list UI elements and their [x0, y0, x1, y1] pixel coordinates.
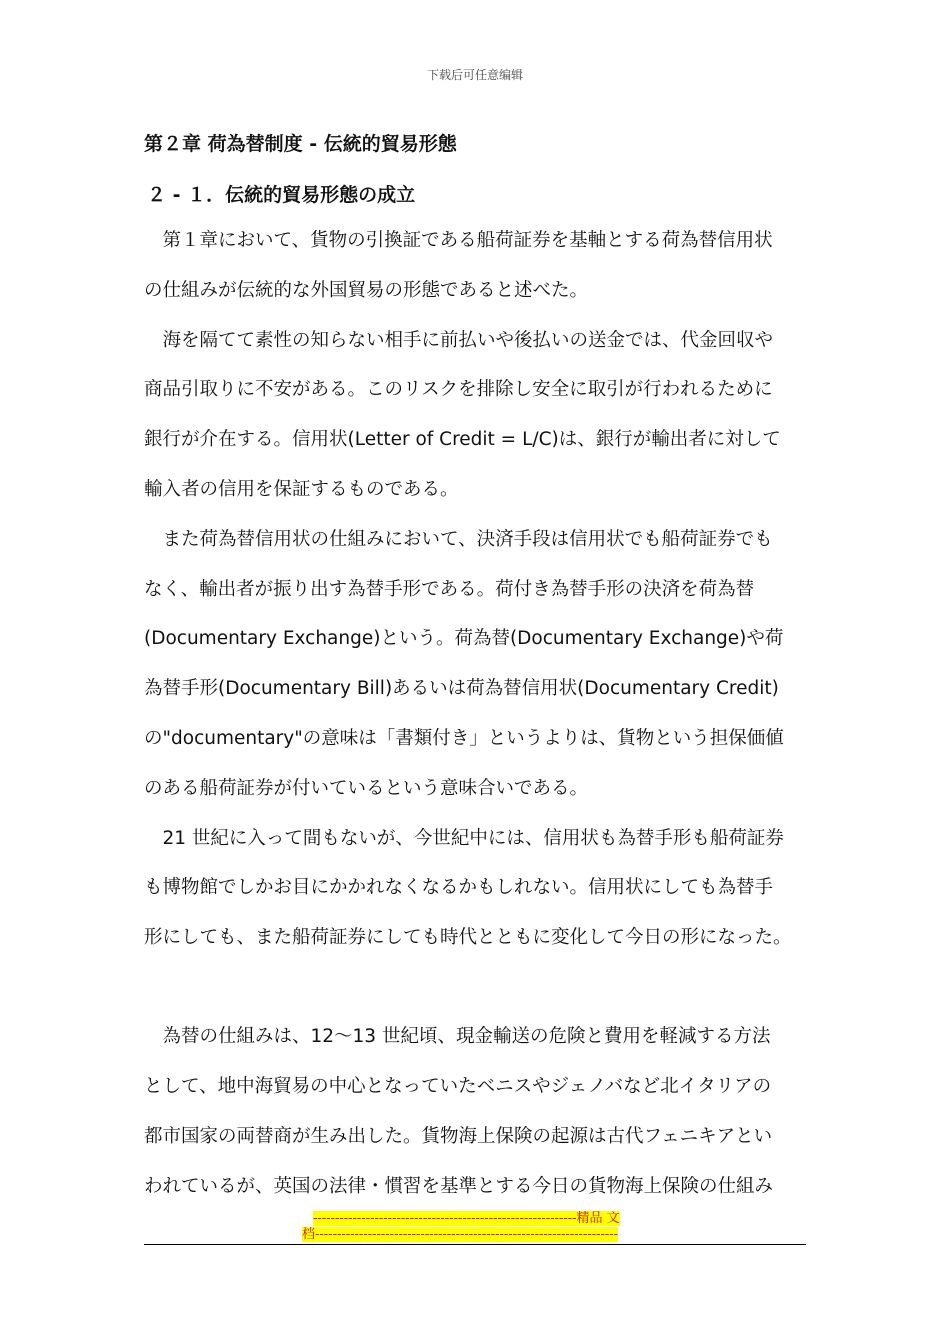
- body-line: また荷為替信用状の仕組みにおいて、決済手段は信用状でも船荷証券でも: [144, 529, 773, 550]
- footer-divider: [144, 1244, 806, 1245]
- body-line: のある船荷証券が付いているという意味合いである。: [144, 778, 589, 799]
- body-line: (Documentary Exchange)という。荷為替(Documentary Exchange)や荷: [144, 628, 784, 649]
- body-line: 海を隔てて素性の知らない相手に前払いや後払いの送金では、代金回収や: [144, 330, 774, 351]
- body-line: 輸入者の信用を保証するものである。: [144, 479, 459, 500]
- header-note: 下载后可任意编辑: [426, 68, 523, 82]
- section-title: ２ - １．伝統的貿易形態の成立: [147, 184, 416, 206]
- footer-banner-line-2: [0, 1228, 950, 1241]
- body-line: 21 世紀に入って間もないが、今世紀中には、信用状も為替手形も船荷証券: [144, 828, 784, 849]
- body-line: われているが、英国の法律・慣習を基準とする今日の貨物海上保険の仕組み: [144, 1176, 774, 1197]
- body-line: 銀行が介在する。信用状(Letter of Credit = L/C)は、銀行が輸出者に対して: [144, 429, 781, 450]
- body-line: 都市国家の両替商が生み出した。貨物海上保険の起源は古代フェニキアとい: [144, 1126, 773, 1147]
- footer-banner-text: ------------------------------------------------------------精品 文: [313, 1211, 620, 1226]
- body-line: も博物館でしかお目にかかれなくなるかもしれない。信用状にしても為替手: [144, 877, 774, 898]
- body-line: 形にしても、また船荷証券にしても時代とともに変化して今日の形になった。: [144, 927, 792, 948]
- body-line: 為替の仕組みは、12～13 世紀頃、現金輸送の危険と費用を軽減する方法: [144, 1026, 771, 1047]
- body-line: 為替手形(Documentary Bill)あるいは荷為替信用状(Documentary Credit): [144, 678, 779, 699]
- body-line: なく、輸出者が振り出す為替手形である。荷付き為替手形の決済を荷為替: [144, 579, 755, 600]
- footer-banner-line-1: [0, 1212, 950, 1225]
- footer-banner-text: 档---------------------------------------------------------------------: [302, 1227, 619, 1242]
- body-line: 第１章において、貨物の引換証である船荷証券を基軸とする荷為替信用状: [144, 230, 773, 251]
- chapter-title: 第２章 荷為替制度 - 伝統的貿易形態: [144, 133, 457, 155]
- body-line: の"documentary"の意味は「書類付き」というよりは、貨物という担保価値: [144, 728, 784, 749]
- body-line: として、地中海貿易の中心となっていたベニスやジェノバなど北イタリアの: [144, 1076, 772, 1097]
- body-line: 商品引取りに不安がある。このリスクを排除し安全に取引が行われるために: [144, 379, 773, 400]
- body-line: の仕組みが伝統的な外国貿易の形態であると述べた。: [144, 280, 589, 301]
